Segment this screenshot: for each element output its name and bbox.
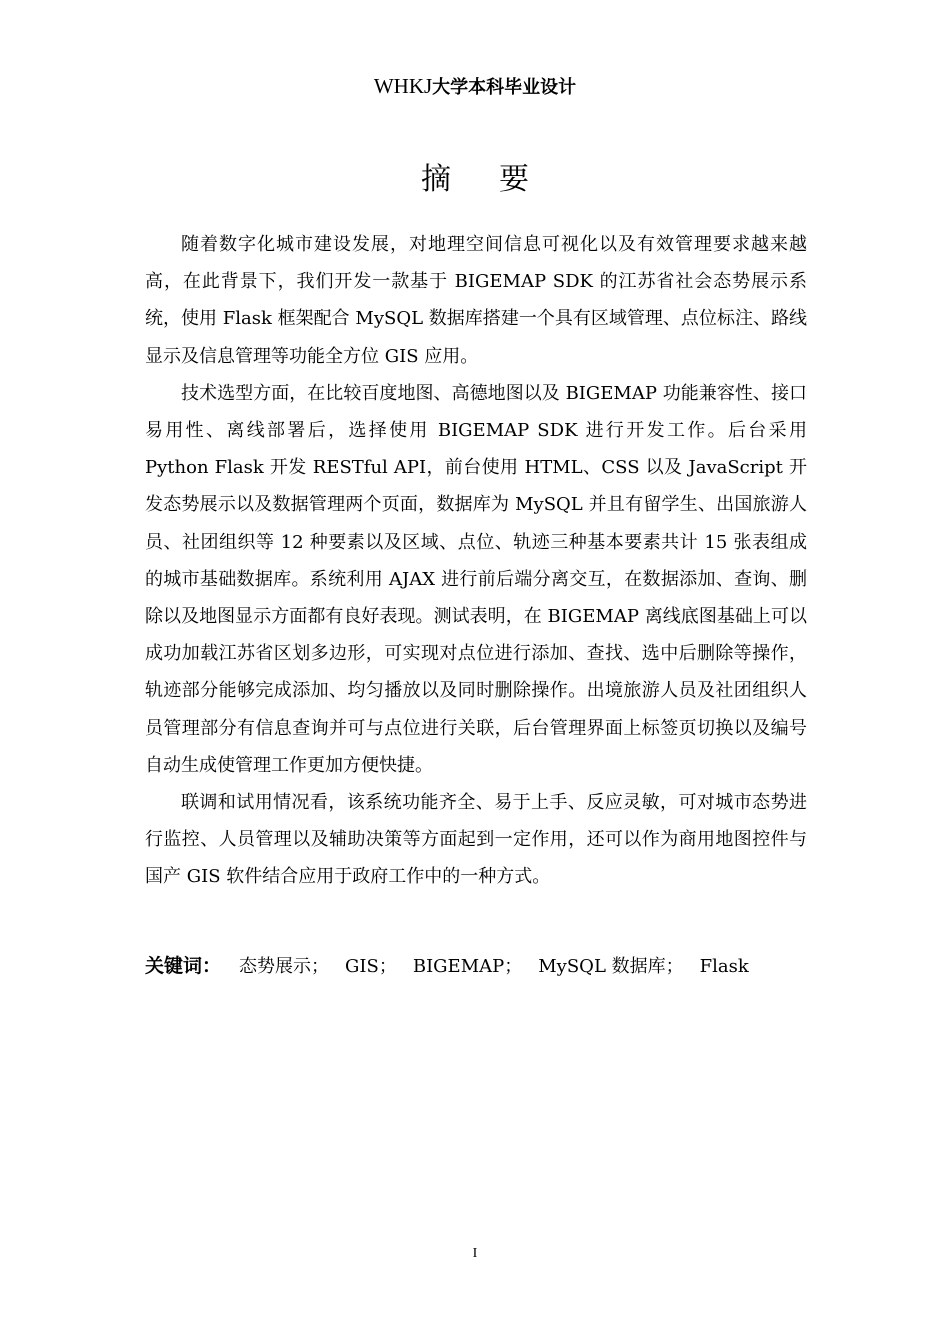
header-thesis-label: 大学本科毕业设计 <box>432 77 577 98</box>
abstract-paragraph-1: 随着数字化城市建设发展，对地理空间信息可视化以及有效管理要求越来越高，在此背景下，我们开发一款基于 BIGEMAP SDK 的江苏省社会态势展示系统，使用 Flask 框架配合 MySQL 数据库搭建一个具有区域管理、点位标注、路线显示及信息管理等功能全方位 GIS 应用。 <box>145 234 807 367</box>
page-header <box>0 72 950 102</box>
abstract-body <box>145 226 807 896</box>
keyword-item: 态势展示； <box>239 956 330 977</box>
abstract-title: 摘要 <box>421 162 577 197</box>
keywords-line <box>145 948 807 985</box>
abstract-paragraph-2: 技术选型方面，在比较百度地图、高德地图以及 BIGEMAP 功能兼容性、接口易用性、离线部署后，选择使用 BIGEMAP SDK 进行开发工作。后台采用 Python Flask 开发 RESTful API，前台使用 HTML、CSS 以及 JavaScript 开发态势展示以及数据管理两个页面，数据库为 MySQL 并且有留学生、出国旅游人员、社团组织等 12 种要素以及区域、点位、轨迹三种基本要素共计 15 张表组成的城市基础数据库。系统利用 AJAX 进行前后端分离交互，在数据添加、查询、删除以及地图显示方面都有良好表现。测试表明，在 BIGEMAP 离线底图基础上可以成功加载江苏省区划多边形，可实现对点位进行添加、查找、选中后删除等操作，轨迹部分能够完成添加、均匀播放以及同时删除操作。出境旅游人员及社团组织人员管理部分有信息查询并可与点位进行关联，后台管理界面上标签页切换以及编号自动生成使管理工作更加方便快捷。 <box>145 382 807 776</box>
keyword-item: GIS； <box>345 956 397 977</box>
abstract-paragraph-3: 联调和试用情况看，该系统功能齐全、易于上手、反应灵敏，可对城市态势进行监控、人员管理以及辅助决策等方面起到一定作用，还可以作为商用地图控件与国产 GIS 软件结合应用于政府工作中的一种方式。 <box>145 792 807 888</box>
keyword-item: BIGEMAP； <box>412 956 523 977</box>
keywords-label: 关键词： <box>145 955 222 977</box>
keyword-item: MySQL 数据库； <box>538 956 684 977</box>
keyword-item: Flask <box>699 956 749 977</box>
page-number: I <box>472 1246 478 1261</box>
header-school-code: WHKJ <box>373 74 433 98</box>
